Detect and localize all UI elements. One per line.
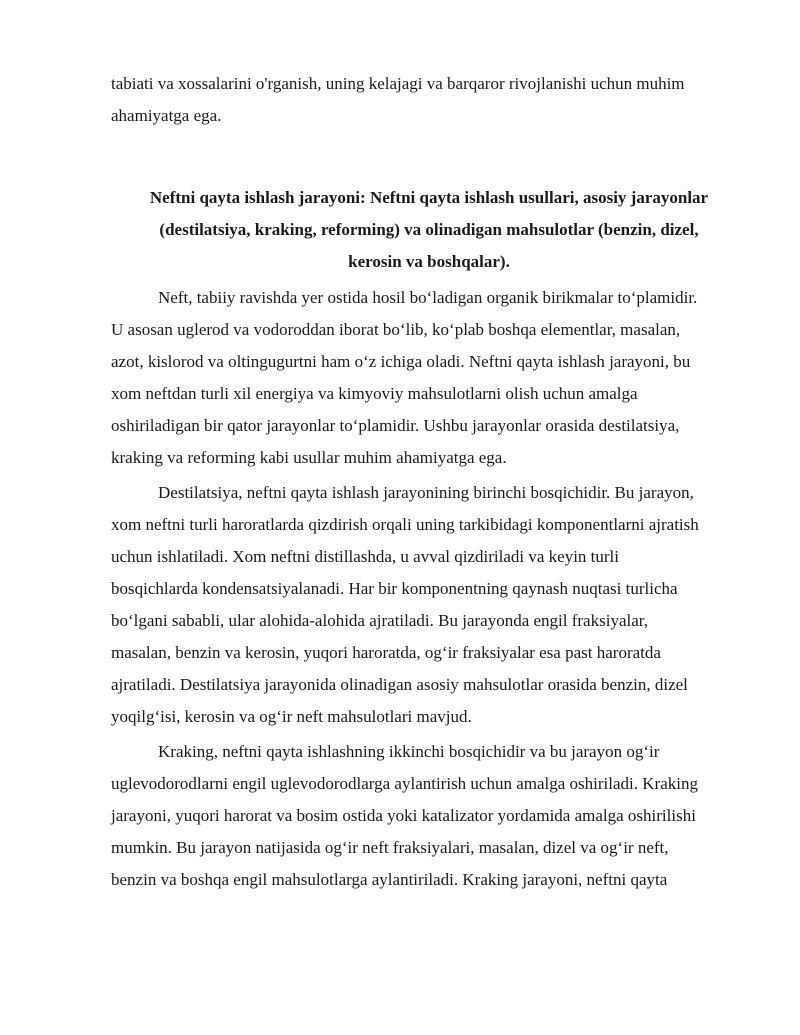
text-line: yoqilg‘isi, kerosin va og‘ir neft mahsulotlari mavjud. (111, 707, 472, 726)
text-line: uglevodorodlarni engil uglevodorodlarga aylantirish uchun amalga oshiriladi. Kraking (111, 774, 698, 793)
text-line: kraking va reforming kabi usullar muhim ahamiyatga ega. (111, 448, 507, 467)
text-line: jarayoni, yuqori harorat va bosim ostida yoki katalizator yordamida amalga oshirilishi (111, 806, 696, 825)
intro-paragraph (111, 68, 747, 132)
text-line: xom neftni turli haroratlarda qizdirish orqali uning tarkibidagi komponentlarni ajratish (111, 515, 699, 534)
heading-line: kerosin va boshqalar). (348, 252, 510, 271)
text-line: U asosan uglerod va vodoroddan iborat bo‘lib, ko‘plab boshqa elementlar, masalan, (111, 320, 681, 339)
heading-line: Neftni qayta ishlash jarayoni: Neftni qayta ishlash usullari, asosiy jarayonlar (149, 188, 709, 207)
text-line: masalan, benzin va kerosin, yuqori haroratda, og‘ir fraksiyalar esa past haroratda (111, 643, 661, 662)
text-line: uchun ishlatiladi. Xom neftni distillashda, u avval qizdiriladi va keyin turli (111, 547, 620, 566)
text-line: ahamiyatga ega. (111, 106, 222, 125)
text-line: oshiriladigan bir qator jarayonlar to‘plamidir. Ushbu jarayonlar orasida destilatsiya, (111, 416, 680, 435)
paragraph-kraking (111, 736, 747, 896)
text-line: Destilatsiya, neftni qayta ishlash jarayonining birinchi bosqichidir. Bu jarayon, (158, 483, 694, 502)
text-line: xom neftdan turli xil energiya va kimyoviy mahsulotlarni olish uchun amalga (111, 384, 638, 403)
text-line: tabiati va xossalarini o'rganish, uning kelajagi va barqaror rivojlanishi uchun muhim (111, 74, 685, 93)
text-line: benzin va boshqa engil mahsulotlarga aylantiriladi. Kraking jarayoni, neftni qayta (111, 870, 668, 889)
text-line: ajratiladi. Destilatsiya jarayonida olinadigan asosiy mahsulotlar orasida benzin, dizel (111, 675, 688, 694)
section-heading (111, 182, 747, 278)
text-line: mumkin. Bu jarayon natijasida og‘ir neft fraksiyalari, masalan, dizel va og‘ir neft, (111, 838, 669, 857)
paragraph-destilatsiya (111, 477, 747, 733)
paragraph-neft-definition (111, 282, 747, 474)
document-page (111, 68, 747, 899)
heading-line: (destilatsiya, kraking, reforming) va olinadigan mahsulotlar (benzin, dizel, (159, 220, 699, 239)
text-line: bosqichlarda kondensatsiyalanadi. Har bir komponentning qaynash nuqtasi turlicha (111, 579, 678, 598)
text-line: Kraking, neftni qayta ishlashning ikkinchi bosqichidir va bu jarayon og‘ir (158, 742, 660, 761)
text-line: bo‘lgani sababli, ular alohida-alohida ajratiladi. Bu jarayonda engil fraksiyalar, (111, 611, 648, 630)
text-line: Neft, tabiiy ravishda yer ostida hosil bo‘ladigan organik birikmalar to‘plamidir. (158, 288, 698, 307)
text-line: azot, kislorod va oltingugurtni ham o‘z ichiga oladi. Neftni qayta ishlash jarayoni, bu (111, 352, 691, 371)
